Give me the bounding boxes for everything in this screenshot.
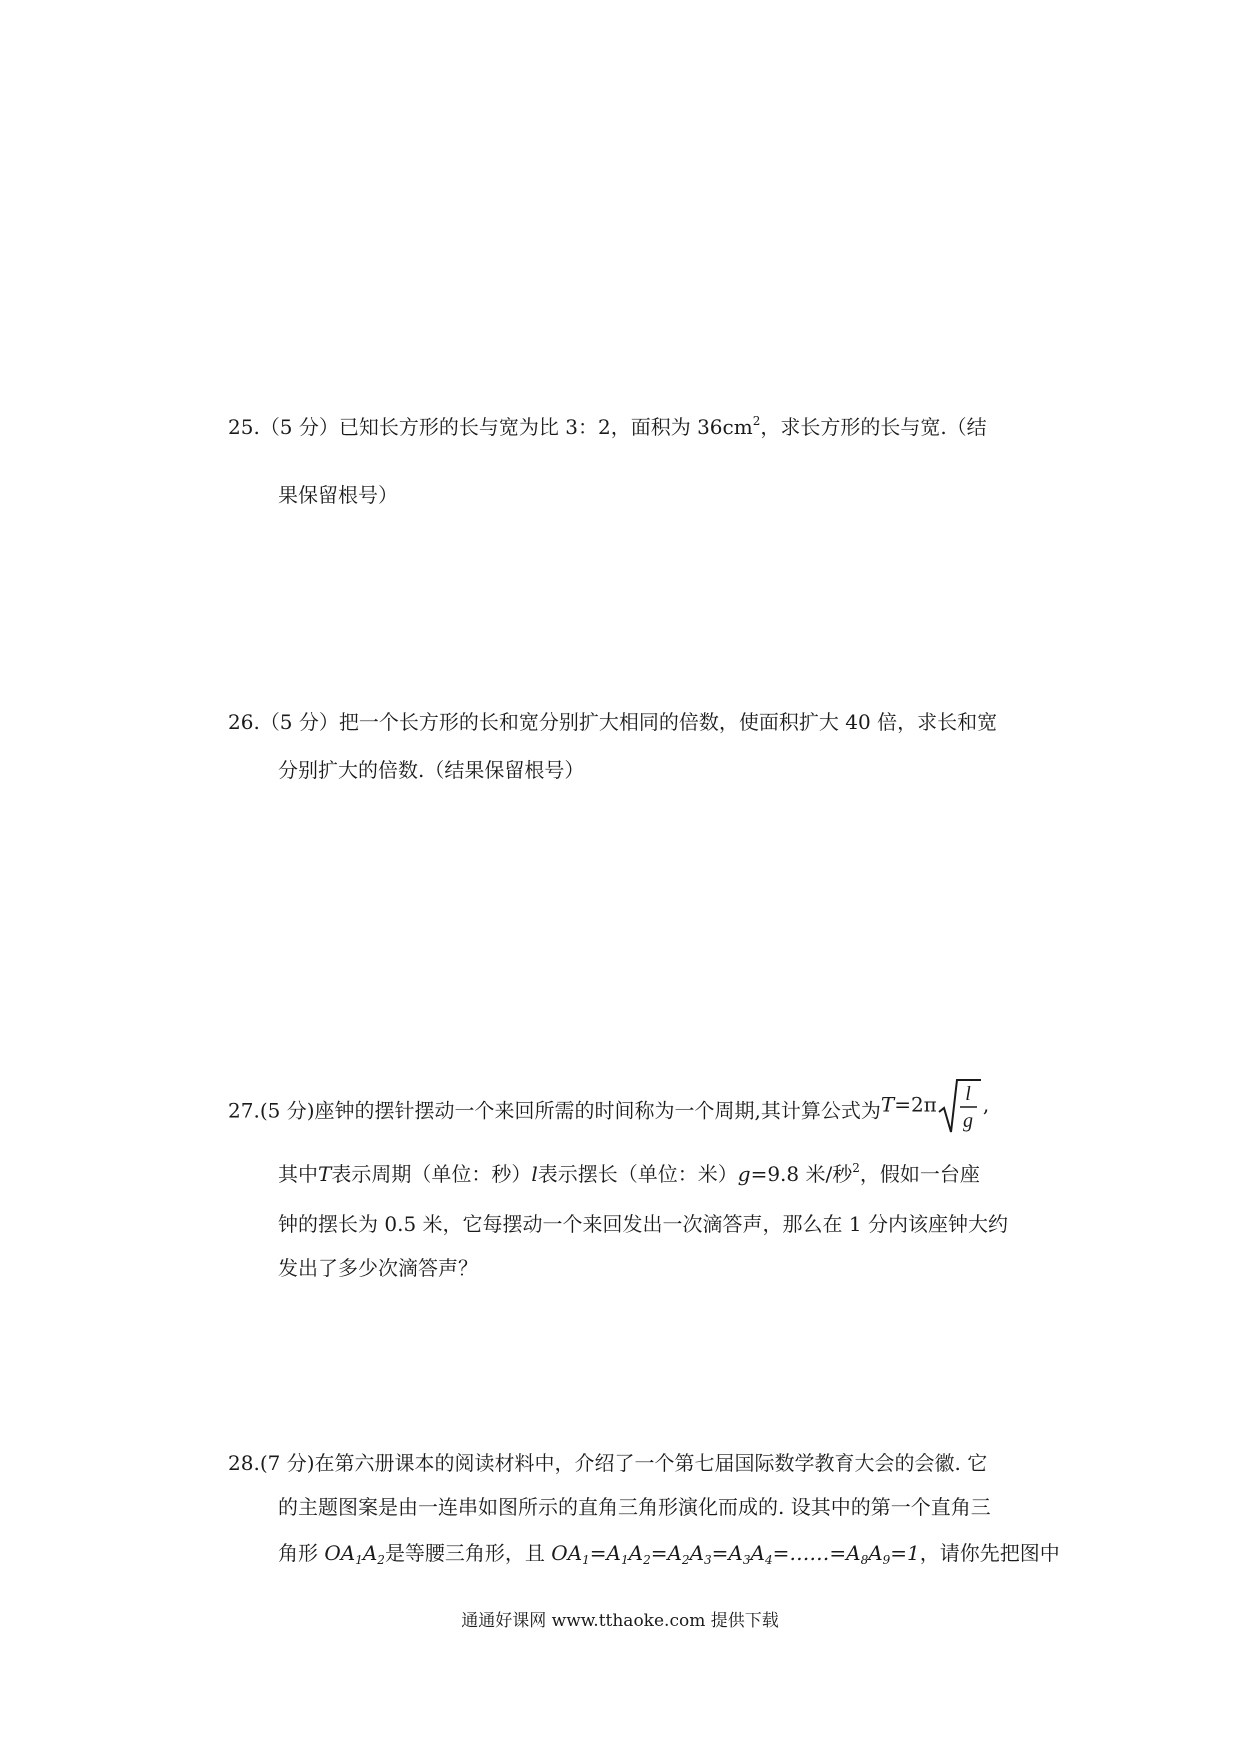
question-27-line-4	[278, 1254, 478, 1282]
formula-T: T	[880, 1092, 895, 1117]
question-25-line-1	[228, 413, 987, 441]
question-28-line-3	[278, 1539, 1060, 1567]
question-points: (7 分)	[259, 1451, 315, 1475]
subscript: 2	[377, 1553, 385, 1567]
math-term: =1	[890, 1541, 920, 1565]
math-term: OA	[551, 1541, 583, 1565]
question-text: 把一个长方形的长和宽分别扩大相同的倍数，使面积扩大 40 倍，求长和宽	[338, 710, 998, 734]
question-text: 果保留根号）	[278, 483, 398, 507]
question-28-line-1	[228, 1449, 987, 1477]
question-text: 座钟的摆针摆动一个来回所需的时间称为一个周期,其计算公式为	[314, 1098, 881, 1123]
math-term: =A	[711, 1541, 743, 1565]
question-26-line-2	[278, 756, 584, 784]
question-text: 其中	[278, 1162, 318, 1186]
question-text: 发出了多少次滴答声？	[278, 1256, 478, 1280]
question-text: 分别扩大的倍数.（结果保留根号）	[278, 758, 585, 782]
question-27-line-3	[278, 1210, 1008, 1238]
formula-tail: ,	[982, 1092, 990, 1117]
square-root-fraction	[937, 1074, 983, 1138]
period-formula	[881, 1074, 989, 1138]
math-term: A	[628, 1541, 644, 1565]
question-number: 28.	[228, 1451, 260, 1475]
question-28-line-2	[278, 1493, 991, 1521]
triangle-label	[324, 1541, 385, 1565]
subscript: 1	[355, 1553, 363, 1567]
question-points: (5 分)	[259, 1098, 315, 1123]
question-25-line-2	[278, 481, 398, 509]
question-text: =9.8 米/秒	[750, 1162, 853, 1186]
question-text: 是等腰三角形，且	[384, 1541, 545, 1565]
math-term: =A	[650, 1541, 682, 1565]
question-text: ，求长方形的长与宽.（结	[760, 415, 987, 439]
question-text: ，假如一台座	[859, 1162, 980, 1186]
question-number: 27.	[228, 1098, 260, 1123]
question-text: ，请你先把图中	[919, 1541, 1060, 1565]
question-27-line-1	[228, 1080, 989, 1144]
question-text: 表示摆长（单位：米）	[537, 1162, 738, 1186]
superscript: 2	[852, 1161, 860, 1175]
subscript: 1	[582, 1553, 590, 1567]
question-number: 25.	[228, 415, 260, 439]
math-term: A	[868, 1541, 883, 1565]
question-points: （5 分）	[259, 710, 339, 734]
subscript: 4	[764, 1553, 773, 1567]
question-text: 在第六册课本的阅读材料中，介绍了一个第七届国际数学教育大会的会徽. 它	[314, 1451, 988, 1475]
subscript: 2	[643, 1553, 651, 1567]
math-term: A	[362, 1541, 378, 1565]
question-text: 角形	[278, 1541, 318, 1565]
subscript: 3	[742, 1553, 751, 1567]
variable-l: l	[531, 1162, 538, 1186]
question-26-line-1	[228, 708, 997, 736]
subscript: 3	[704, 1553, 712, 1567]
question-text: 表示周期（单位：秒）	[331, 1162, 532, 1186]
formula-eq: =2π	[894, 1092, 937, 1117]
subscript: 2	[681, 1553, 690, 1567]
math-term: A	[689, 1541, 705, 1565]
page-footer: 通通好课网 www.tthaoke.com 提供下载	[461, 1611, 779, 1631]
superscript: 2	[752, 414, 761, 428]
math-term: OA	[324, 1541, 356, 1565]
question-27-line-2	[278, 1160, 980, 1188]
math-term: =……=A	[772, 1541, 861, 1565]
equal-segments-equation	[551, 1541, 919, 1565]
question-text: 钟的摆长为 0.5 米，它每摆动一个来回发出一次滴答声，那么在 1 分内该座钟大约	[278, 1212, 1008, 1236]
question-number: 26.	[228, 710, 260, 734]
variable-T: T	[318, 1162, 332, 1186]
subscript: 9	[882, 1553, 891, 1567]
math-term: A	[750, 1541, 765, 1565]
math-term: =A	[589, 1541, 621, 1565]
question-points: （5 分）	[259, 415, 339, 439]
subscript: 8	[860, 1553, 869, 1567]
question-text: 已知长方形的长与宽为比 3：2，面积为 36cm	[338, 415, 753, 439]
subscript: 1	[620, 1553, 629, 1567]
formula-numerator: l	[965, 1083, 971, 1105]
formula-denominator: g	[962, 1110, 973, 1132]
question-text: 的主题图案是由一连串如图所示的直角三角形演化而成的. 设其中的第一个直角三	[278, 1495, 991, 1519]
variable-g: g	[737, 1162, 751, 1186]
